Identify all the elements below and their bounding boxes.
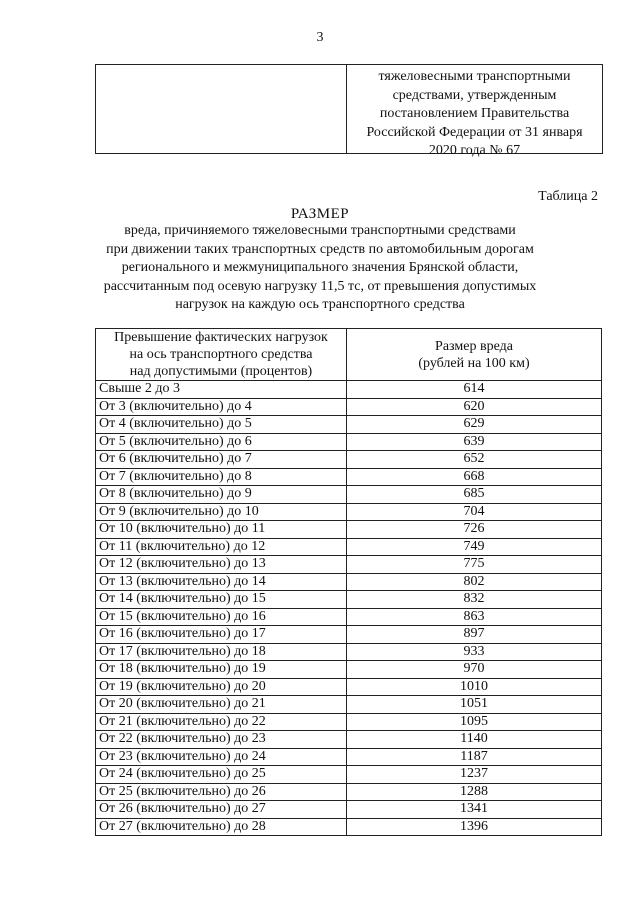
table-row (96, 678, 602, 696)
damage-value-cell: 614 (347, 381, 602, 399)
damage-value-cell: 629 (347, 416, 602, 434)
damage-value-cell: 639 (347, 433, 602, 451)
table-header-row (96, 329, 602, 381)
header-text-line: Размер вреда (435, 338, 513, 354)
document-subtitle (0, 222, 640, 315)
overload-range-cell: От 7 (включительно) до 8 (96, 468, 347, 486)
overload-range-cell: От 19 (включительно) до 20 (96, 678, 347, 696)
table-row (96, 731, 602, 749)
overload-range-cell: От 18 (включительно) до 19 (96, 661, 347, 679)
overload-range-cell: От 15 (включительно) до 16 (96, 608, 347, 626)
header-text-line: (рублей на 100 км) (418, 355, 530, 371)
table-row (96, 766, 602, 784)
header-box (95, 64, 603, 158)
damage-value-cell: 832 (347, 591, 602, 609)
header-left-cell (96, 65, 347, 153)
table-body (96, 381, 602, 836)
table-row (96, 503, 602, 521)
table-row (96, 573, 602, 591)
table-row (96, 801, 602, 819)
table-row (96, 818, 602, 836)
overload-range-cell: От 27 (включительно) до 28 (96, 818, 347, 836)
header-line: Российской Федерации от 31 января (366, 124, 583, 140)
table-row (96, 538, 602, 556)
overload-range-cell: От 8 (включительно) до 9 (96, 486, 347, 504)
table-row (96, 643, 602, 661)
table-row (96, 608, 602, 626)
overload-range-cell: От 21 (включительно) до 22 (96, 713, 347, 731)
table-row (96, 468, 602, 486)
damage-value-cell: 775 (347, 556, 602, 574)
page-number: 3 (316, 30, 324, 45)
table-row (96, 486, 602, 504)
subtitle-line: рассчитанным под осевую нагрузку 11,5 тс, от превышения допустимых (103, 278, 537, 294)
overload-range-cell: От 16 (включительно) до 17 (96, 626, 347, 644)
overload-range-cell: От 20 (включительно) до 21 (96, 696, 347, 714)
damage-value-cell: 1341 (347, 801, 602, 819)
header-line: 2020 года № 67 (428, 143, 521, 158)
damage-value-cell: 802 (347, 573, 602, 591)
header-line: постановлением Правительства (379, 106, 570, 121)
damage-value-cell: 652 (347, 451, 602, 469)
damage-value-cell: 1187 (347, 748, 602, 766)
damage-value-cell: 970 (347, 661, 602, 679)
header-text-line: Превышение фактических нагрузок (114, 330, 328, 345)
damage-value-cell: 685 (347, 486, 602, 504)
column-header-damage (347, 329, 602, 381)
overload-range-cell: От 11 (включительно) до 12 (96, 538, 347, 556)
overload-range-cell: От 25 (включительно) до 26 (96, 783, 347, 801)
overload-range-cell: От 13 (включительно) до 14 (96, 573, 347, 591)
overload-range-cell: От 14 (включительно) до 15 (96, 591, 347, 609)
overload-range-cell: От 3 (включительно) до 4 (96, 398, 347, 416)
damage-value-cell: 1140 (347, 731, 602, 749)
table-row (96, 661, 602, 679)
table-row (96, 591, 602, 609)
table-row (96, 451, 602, 469)
overload-range-cell: От 6 (включительно) до 7 (96, 451, 347, 469)
damage-value-cell: 933 (347, 643, 602, 661)
damage-table (95, 328, 602, 836)
damage-value-cell: 897 (347, 626, 602, 644)
damage-value-cell: 863 (347, 608, 602, 626)
header-right-cell (347, 65, 602, 158)
overload-range-cell: Свыше 2 до 3 (96, 381, 347, 399)
damage-value-cell: 1396 (347, 818, 602, 836)
column-header-overload (96, 329, 347, 381)
table-row (96, 381, 602, 399)
header-text-line: на ось транспортного средства (129, 347, 313, 362)
overload-range-cell: От 4 (включительно) до 5 (96, 416, 347, 434)
header-line: тяжеловесными транспортными (378, 69, 571, 84)
overload-range-cell: От 9 (включительно) до 10 (96, 503, 347, 521)
table-row (96, 433, 602, 451)
header-line: средствами, утвержденным (392, 87, 557, 103)
overload-range-cell: От 17 (включительно) до 18 (96, 643, 347, 661)
damage-value-cell: 668 (347, 468, 602, 486)
table-row (96, 556, 602, 574)
damage-value-cell: 749 (347, 538, 602, 556)
damage-value-cell: 1095 (347, 713, 602, 731)
overload-range-cell: От 26 (включительно) до 27 (96, 801, 347, 819)
overload-range-cell: От 10 (включительно) до 11 (96, 521, 347, 539)
overload-range-cell: От 5 (включительно) до 6 (96, 433, 347, 451)
subtitle-line: регионального и межмуниципального значения Брянской области, (121, 260, 519, 275)
overload-range-cell: От 24 (включительно) до 25 (96, 766, 347, 784)
header-text-line: над допустимыми (процентов) (129, 364, 313, 379)
table-row (96, 626, 602, 644)
subtitle-line: вреда, причиняемого тяжеловесными транспортными средствами (124, 223, 516, 238)
overload-range-cell: От 23 (включительно) до 24 (96, 748, 347, 766)
table-row (96, 748, 602, 766)
damage-value-cell: 704 (347, 503, 602, 521)
table-row (96, 521, 602, 539)
damage-value-cell: 1051 (347, 696, 602, 714)
subtitle-line: при движении таких транспортных средств по автомобильным дорогам (106, 241, 534, 257)
table-row (96, 416, 602, 434)
damage-value-cell: 620 (347, 398, 602, 416)
table-row (96, 713, 602, 731)
damage-value-cell: 1288 (347, 783, 602, 801)
document-title: РАЗМЕР (290, 206, 350, 222)
damage-value-cell: 1237 (347, 766, 602, 784)
damage-value-cell: 726 (347, 521, 602, 539)
overload-range-cell: От 12 (включительно) до 13 (96, 556, 347, 574)
overload-range-cell: От 22 (включительно) до 23 (96, 731, 347, 749)
subtitle-line: нагрузок на каждую ось транспортного средства (175, 297, 465, 312)
table-row (96, 783, 602, 801)
table-label: Таблица 2 (538, 189, 598, 204)
table-row (96, 398, 602, 416)
damage-value-cell: 1010 (347, 678, 602, 696)
table-row (96, 696, 602, 714)
